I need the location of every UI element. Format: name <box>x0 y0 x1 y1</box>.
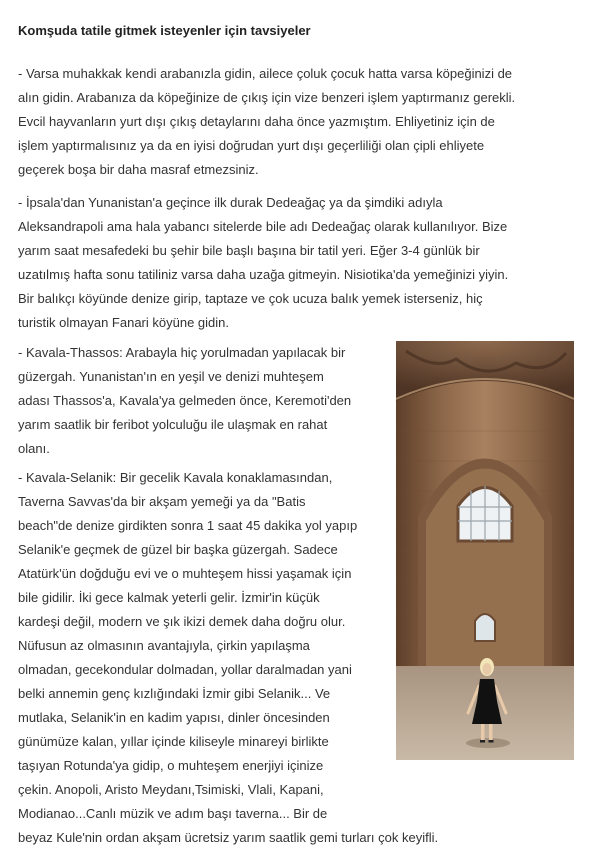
paragraph-line: bile gidilir. İki gece kalmak yeterli gelir. İzmir'in küçük <box>18 590 320 605</box>
paragraph-line: yarım saat mesafedeki bu şehir bile başlı başına bir tatil yeri. Eğer 3-4 günlük bir <box>18 243 480 258</box>
paragraph-line: olanı. <box>18 441 50 456</box>
paragraph-line: kardeşi değil, modern ve şık ikizi demek daha doğru olur. <box>18 614 346 629</box>
paragraph-line: - Varsa muhakkak kendi arabanızla gidin, ailece çoluk çocuk hatta varsa köpeğinizi de <box>18 66 513 81</box>
paragraph-line: Bir balıkçı köyünde denize girip, taptaze ve çok ucuza balık yemek isterseniz, hiç <box>18 291 483 306</box>
paragraph-travel-tips <box>18 62 515 182</box>
paragraph-line: belki annemin genç kızlığındaki İzmir gibi Selanik... Ve <box>18 686 331 701</box>
paragraph-dedeagac <box>18 191 508 335</box>
paragraph-line: beach"de denize girdikten sonra 1 saat 45 dakika yol yapıp <box>18 518 358 533</box>
paragraph-line: Nüfusun az olmasının avantajıyla, çirkin yapılaşma <box>18 638 310 653</box>
paragraph-line: Atatürk'ün doğduğu evi ve o muhteşem hissi yaşamak için <box>18 566 352 581</box>
paragraph-kavala-selanik <box>18 466 438 850</box>
paragraph-line: alın gidin. Arabanıza da köpeğinize de çıkış için vize benzeri işlem yaptırmanız gerekli. <box>18 90 516 105</box>
paragraph-line: turistik olmayan Fanari köyüne gidin. <box>18 315 229 330</box>
paragraph-line: Taverna Savvas'da bir akşam yemeği ya da "Batis <box>18 494 306 509</box>
article-title: Komşuda tatile gitmek isteyenler için tavsiyeler <box>18 23 311 38</box>
paragraph-line: Modianao...Canlı müzik ve adım başı taverna... Bir de <box>18 806 328 821</box>
small-window <box>475 614 495 641</box>
paragraph-line: Aleksandrapoli ama hala yabancı sitelerde bile adı Dedeağaç olarak kullanılıyor. Bize <box>18 219 508 234</box>
rotunda-photo <box>396 341 574 760</box>
paragraph-line: olmadan, gecekondular dolmadan, yollar daralmadan yani <box>18 662 352 677</box>
paragraph-line: yarım saatlik bir feribot yolculuğu ile ulaşmak en rahat <box>18 417 328 432</box>
paragraph-line: - Kavala-Thassos: Arabayla hiç yorulmadan yapılacak bir <box>18 345 346 360</box>
paragraph-line: günümüze kalan, yıllar içinde kiliseyle minareyi birlikte <box>18 734 329 749</box>
paragraph-kavala-thassos <box>18 341 351 461</box>
paragraph-line: - Kavala-Selanik: Bir gecelik Kavala konaklamasından, <box>18 470 333 485</box>
paragraph-line: Evcil hayvanların yurt dışı çıkış detaylarını daha önce yazmıştım. Ehliyetiniz için de <box>18 114 495 129</box>
paragraph-line: işlem yaptırmalısınız ya da en iyisi doğrudan yurt dışı geçerliliği olan çipli ehliyete <box>18 138 485 153</box>
paragraph-line: uzatılmış hafta sonu tatiliniz varsa daha uzağa gitmeyin. Nisiotika'da yemeğinizi yiyin. <box>18 267 509 282</box>
paragraph-line: taşıyan Rotunda'ya gidip, o muhteşem enerjiyi içinize <box>18 758 324 773</box>
paragraph-line: beyaz Kule'nin ordan akşam ücretsiz yarım saatlik gemi turları çok keyifli. <box>18 830 439 845</box>
paragraph-line: çekin. Anopoli, Aristo Meydanı,Tsimiski, Vlali, Kapani, <box>18 782 324 797</box>
paragraph-line: geçerek boşa bir daha masraf etmezsiniz. <box>18 162 259 177</box>
paragraph-line: Selanik'e geçmek de güzel bir başka güzergah. Sadece <box>18 542 338 557</box>
paragraph-line: - İpsala'dan Yunanistan'a geçince ilk durak Dedeağaç ya da şimdiki adıyla <box>18 195 443 210</box>
paragraph-line: adası Thassos'a, Kavala'ya gelmeden önce, Keremoti'den <box>18 393 352 408</box>
paragraph-line: mutlaka, Selanik'in en kadim yapısı, dinler öncesinden <box>18 710 330 725</box>
paragraph-line: güzergah. Yunanistan'ın en yeşil ve denizi muhteşem <box>18 369 324 384</box>
